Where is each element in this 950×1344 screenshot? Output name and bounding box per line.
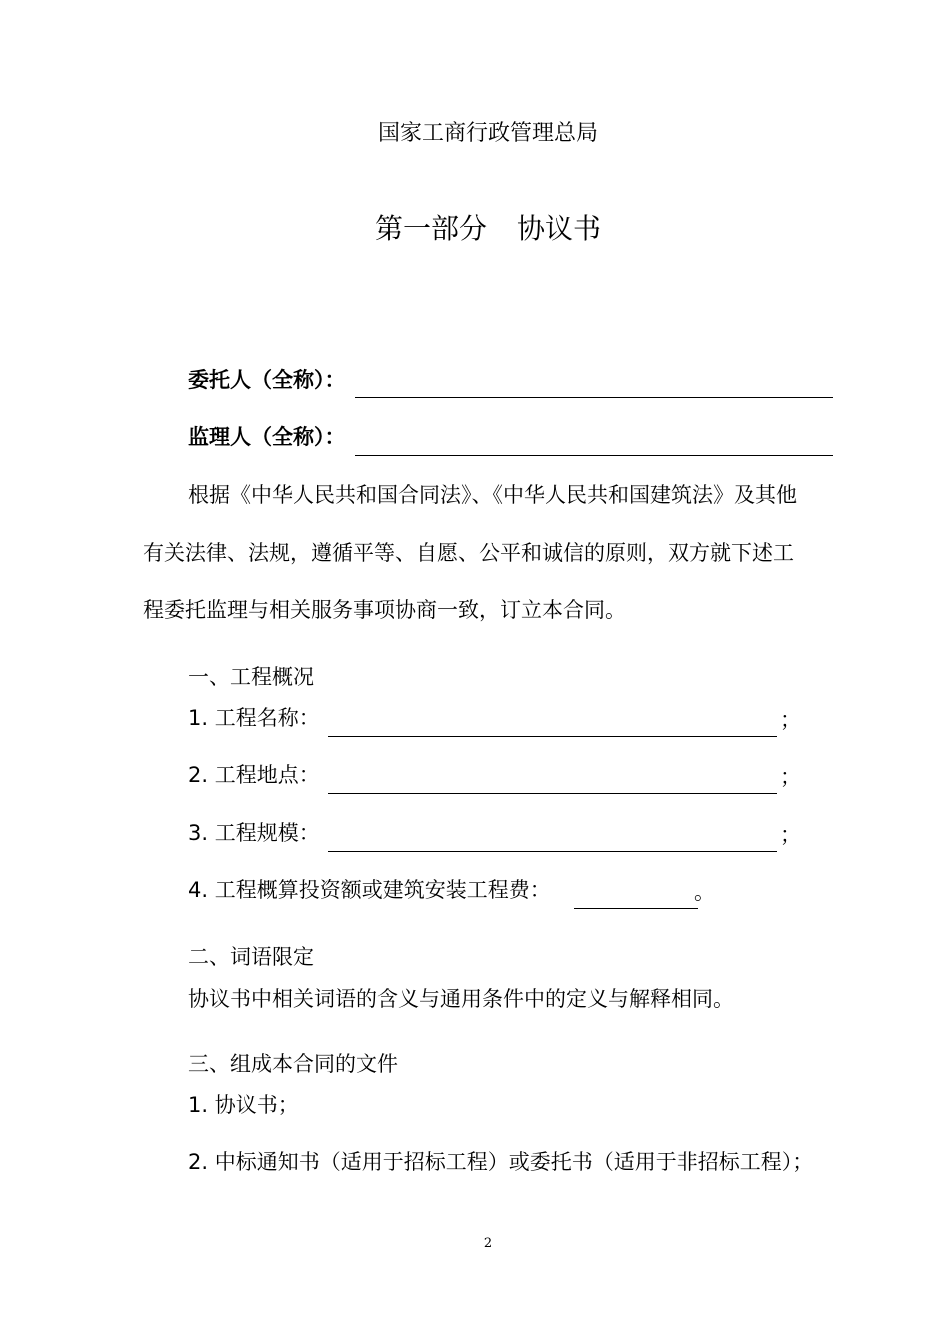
client-label: 委托人（全称）： (188, 368, 346, 392)
item-project-name-label: 1. 工程名称： (188, 706, 320, 730)
section-2-body: 协议书中相关词语的含义与通用条件中的定义与解释相同。 (188, 987, 734, 1011)
supervisor-name-field[interactable] (355, 455, 833, 456)
item-project-location-label: 2. 工程地点： (188, 763, 320, 787)
item-project-location-end: ； (780, 765, 801, 789)
project-scale-field[interactable] (328, 851, 777, 852)
investment-amount-field[interactable] (574, 908, 698, 909)
supervisor-label: 监理人（全称）： (188, 425, 346, 449)
page-number: 2 (483, 1236, 493, 1251)
client-name-field[interactable] (355, 397, 833, 398)
part-name: 协议书 (517, 212, 602, 245)
section-1-heading: 一、工程概况 (188, 665, 314, 689)
intro-line-2: 有关法律、法规，遵循平等、自愿、公平和诚信的原则，双方就下述工 (143, 541, 794, 565)
item-project-scale-label: 3. 工程规模： (188, 821, 320, 845)
part-title (0, 207, 950, 247)
organization-header: 国家工商行政管理总局 (377, 121, 598, 146)
intro-line-1: 根据《中华人民共和国合同法》、《中华人民共和国建筑法》及其他 (188, 483, 797, 507)
document-list-item: 2. 中标通知书（适用于招标工程）或委托书（适用于非招标工程）； (188, 1150, 814, 1174)
project-name-field[interactable] (328, 736, 777, 737)
item-investment-end: 。 (694, 880, 715, 904)
document-list-item: 1. 协议书； (188, 1093, 299, 1117)
section-2-heading: 二、词语限定 (188, 945, 314, 969)
project-location-field[interactable] (328, 793, 777, 794)
item-investment-label: 4. 工程概算投资额或建筑安装工程费： (188, 878, 551, 902)
item-project-scale-end: ； (780, 823, 801, 847)
part-number: 第一部分 (374, 212, 487, 245)
section-3-heading: 三、组成本合同的文件 (188, 1052, 398, 1076)
intro-line-3: 程委托监理与相关服务事项协商一致，订立本合同。 (143, 598, 626, 622)
item-project-name-end: ； (780, 708, 801, 732)
